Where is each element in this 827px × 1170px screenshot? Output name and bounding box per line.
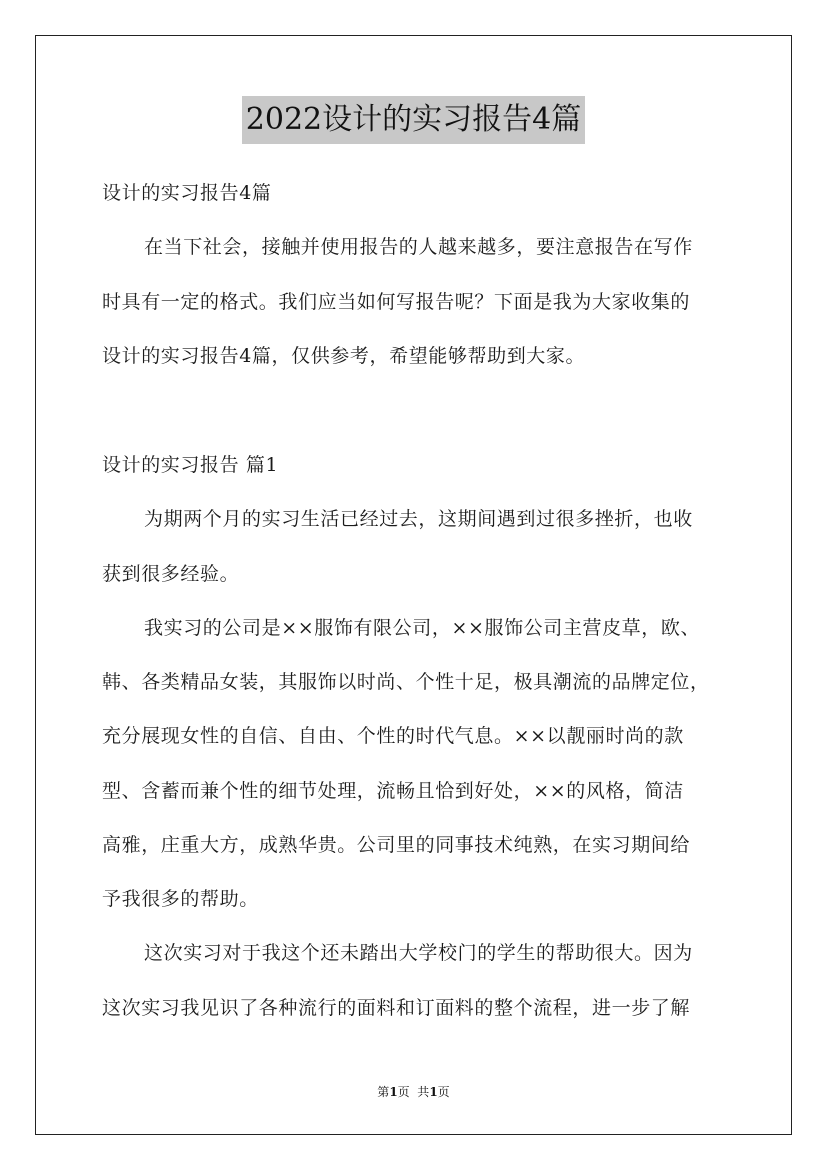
paragraph-line: 予我很多的帮助。	[102, 888, 259, 910]
title-container	[0, 96, 827, 144]
paragraph-line: 获到很多经验。	[102, 563, 240, 585]
footer-prefix: 第	[377, 1085, 390, 1099]
paragraph-line: 这次实习对于我这个还未踏出大学校门的学生的帮助很大。因为	[144, 942, 693, 964]
document-title: 2022设计的实习报告4篇	[242, 96, 585, 144]
paragraph-line: 我实习的公司是××服饰有限公司，××服饰公司主营皮草，欧、	[144, 617, 701, 639]
paragraph-line: 韩、各类精品女装，其服饰以时尚、个性十足，极具潮流的品牌定位，	[102, 671, 710, 693]
paragraph-line: 设计的实习报告4篇，仅供参考，希望能够帮助到大家。	[102, 345, 586, 367]
paragraph-line: 为期两个月的实习生活已经过去，这期间遇到过很多挫折，也收	[144, 508, 693, 530]
footer-suffix: 页	[437, 1085, 450, 1099]
section-heading: 设计的实习报告 篇1	[102, 454, 279, 476]
footer-page-number: 1	[389, 1085, 398, 1099]
paragraph-line: 充分展现女性的自信、自由、个性的时代气息。××以靓丽时尚的款	[102, 725, 684, 747]
paragraph-line: 时具有一定的格式。我们应当如何写报告呢？下面是我为大家收集的	[102, 291, 691, 313]
paragraph-line: 在当下社会，接触并使用报告的人越来越多，要注意报告在写作	[144, 236, 693, 258]
paragraph-line: 这次实习我见识了各种流行的面料和订面料的整个流程，进一步了解	[102, 997, 691, 1019]
footer-mid: 页 共	[397, 1085, 430, 1099]
paragraph-line: 高雅，庄重大方，成熟华贵。公司里的同事技术纯熟，在实习期间给	[102, 834, 691, 856]
paragraph-line: 型、含蓄而兼个性的细节处理，流畅且恰到好处，××的风格，简洁	[102, 780, 684, 802]
subtitle-line: 设计的实习报告4篇	[102, 182, 272, 204]
page-footer	[0, 1083, 827, 1101]
footer-total-pages: 1	[429, 1085, 438, 1099]
